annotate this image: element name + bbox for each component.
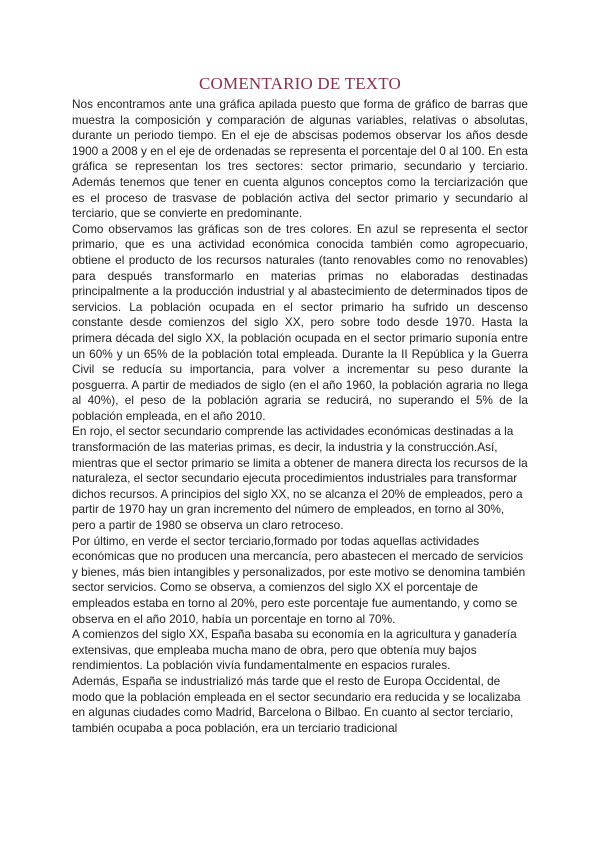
document-title: COMENTARIO DE TEXTO [198,74,402,93]
paragraph-secondary-sector: En rojo, el sector secundario comprende las actividades económicas destinadas a la transformación de las materias primas, es decir, la industria y la construcción.Así, mientras que el sector primario se limita a obtener de manera directa los recursos de la naturaleza, el sector secundario ejecuta procedimientos industriales para transformar dichos recursos. A principios del siglo XX, no se alcanza el 20% de empleados, pero a partir de 1970 hay un gran incremento del número de empleados, en torno al 30%, pero a partir de 1980 se observa un claro retroceso. [72,424,528,533]
paragraph-tertiary-sector: Por último, en verde el sector terciario,formado por todas aquellas actividades económicas que no producen una mercancía, pero abastecen el mercado de servicios y bienes, más bien intangibles y personalizados, por este motivo se denomina también sector servicios. Como se observa, a comienzos del siglo XX el porcentaje de empleados estaba en torno al 20%, pero este porcentaje fue aumentando, y como se observa en el año 2010, había un porcentaje en torno al 70%. [72,533,526,626]
paragraph-primary-sector: Como observamos las gráficas son de tres colores. En azul se representa el sector primario, que es una actividad económica conocida también como agropecuario, obtiene el producto de los recursos naturales (tanto renovables como no renovables) para después transformarlo en materias primas no elaboradas destinadas principalmente a la producción industrial y al abastecimiento de determinados tipos de servicios. La población ocupada en el sector primario ha sufrido un descenso constante desde comienzos del siglo XX, pero sobre todo desde 1970. Hasta la primera década del siglo XX, la población ocupada en el sector primario suponía entre un 60% y un 65% de la población total empleada. Durante la II República y la Guerra Civil se reducía su importancia, para volver a incrementar su peso durante la posguerra. A partir de mediados de siglo (en el año 1960, la población agraria no llega al 40%), el peso de la población agraria se reducirá, no superando el 5% de la población empleada, en el año 2010. [72,221,528,423]
document-body [72,97,528,736]
paragraph-industrialization: Además, España se industrializó más tarde que el resto de Europa Occidental, de modo que la población empleada en el sector secundario era reducida y se localizaba en algunas ciudades como Madrid, Barcelona o Bilbao. En cuanto al sector terciario, también ocupaba a poca población, era un terciario tradicional [72,673,521,735]
paragraph-early-20th-century: A comienzos del siglo XX, España basaba su economía en la agricultura y ganadería extensivas, que empleaba mucha mano de obra, pero que obtenía muy bajos rendimientos. La población vivía fundamentalmente en espacios rurales. [72,627,517,673]
paragraph-chart-description: Nos encontramos ante una gráfica apilada puesto que forma de gráfico de barras que muestra la composición y comparación de algunas variables, relativas o absolutas, durante un periodo tiempo. En el eje de abscisas podemos observar los años desde 1900 a 2008 y en el eje de ordenadas se representa el porcentaje del 0 al 100. En esta gráfica se representan los tres sectores: sector primario, secundario y terciario. Además tenemos que tener en cuenta algunos conceptos como la terciarización que es el proceso de trasvase de población activa del sector primario y secundario al terciario, que se convierte en predominante. [72,97,528,221]
